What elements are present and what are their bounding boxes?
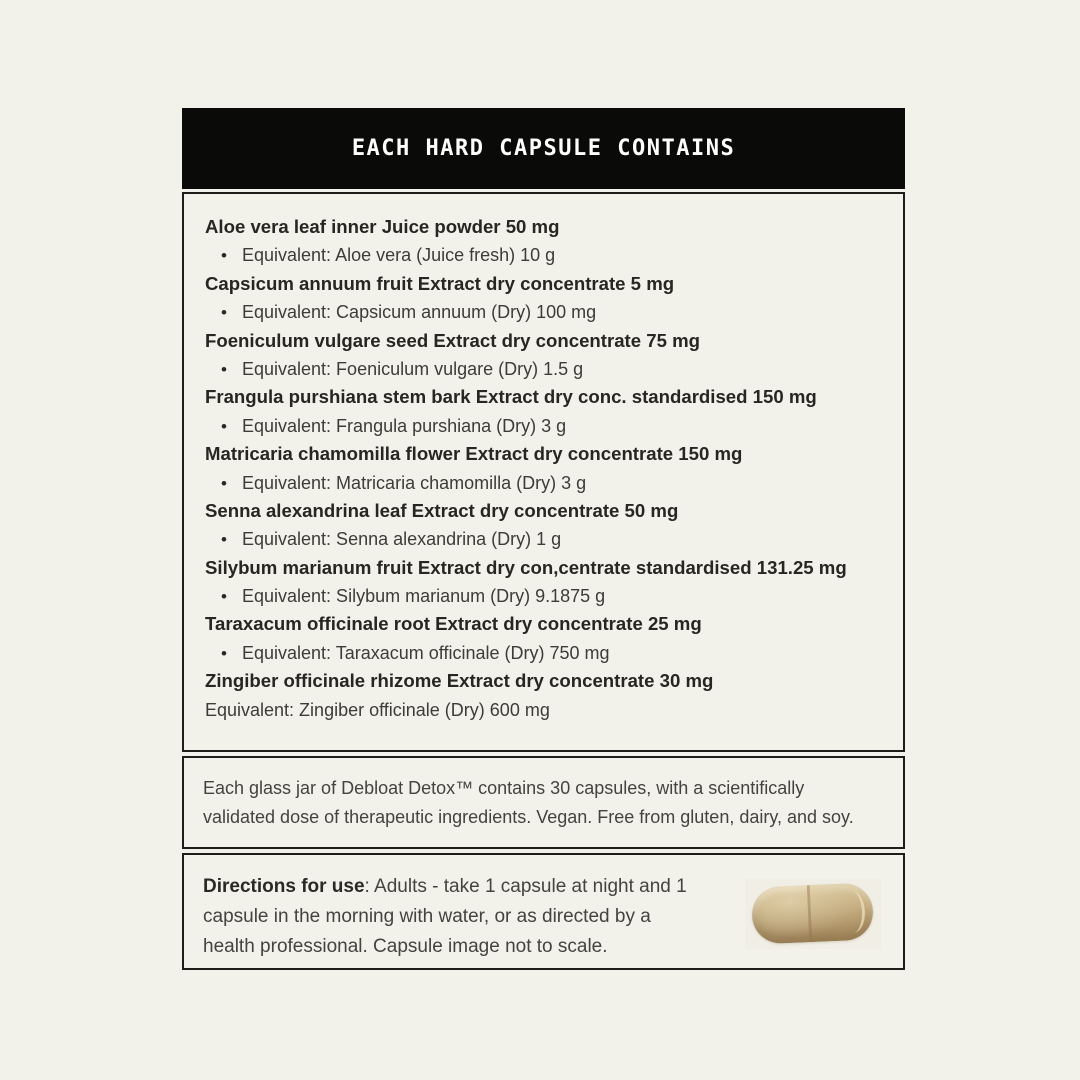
directions-label: Directions for use — [203, 876, 365, 897]
panel-title: EACH HARD CAPSULE CONTAINS — [351, 136, 736, 161]
ingredient-equivalent-text: Equivalent: Zingiber officinale (Dry) 600 mg — [205, 699, 550, 720]
ingredient-name: Taraxacum officinale root Extract dry concentrate 25 mg — [205, 613, 702, 635]
panel-header — [182, 108, 905, 189]
ingredient-item — [205, 327, 903, 384]
ingredient-equivalent-text: Equivalent: Silybum marianum (Dry) 9.1875 g — [242, 586, 606, 607]
ingredient-name: Matricaria chamomilla flower Extract dry concentrate 150 mg — [205, 443, 743, 465]
ingredient-equivalent — [221, 469, 903, 497]
ingredient-name: Capsicum annuum fruit Extract dry concentrate 5 mg — [205, 272, 675, 294]
ingredients-list — [205, 213, 903, 724]
ingredient-item — [205, 213, 903, 270]
directions-box — [182, 853, 905, 970]
bullet-icon: • — [221, 530, 227, 550]
jar-info-box — [182, 756, 905, 849]
ingredient-name: Silybum marianum fruit Extract dry con,centrate standardised 131.25 mg — [205, 556, 847, 578]
directions-line: health professional. Capsule image not to scale. — [203, 936, 608, 957]
ingredient-item — [205, 667, 903, 724]
ingredient-item — [205, 554, 903, 611]
capsule-photo — [745, 879, 881, 949]
bullet-icon: • — [221, 359, 227, 379]
bullet-icon: • — [221, 643, 227, 663]
ingredient-item — [205, 440, 903, 497]
ingredient-name: Senna alexandrina leaf Extract dry concentrate 50 mg — [205, 499, 679, 521]
ingredient-name: Aloe vera leaf inner Juice powder 50 mg — [205, 216, 560, 237]
bullet-icon: • — [221, 587, 227, 607]
ingredient-equivalent-text: Equivalent: Capsicum annuum (Dry) 100 mg — [242, 302, 597, 323]
ingredient-equivalent — [221, 241, 903, 269]
ingredient-equivalent-text: Equivalent: Foeniculum vulgare (Dry) 1.5 g — [242, 358, 584, 379]
ingredient-equivalent-text: Equivalent: Senna alexandrina (Dry) 1 g — [242, 529, 562, 550]
ingredient-equivalent — [221, 298, 903, 326]
supplement-label-panel — [182, 108, 905, 970]
directions-text: : Adults - take 1 capsule at night and 1 — [364, 876, 687, 897]
ingredient-item — [205, 497, 903, 554]
jar-info-line: validated dose of therapeutic ingredients. Vegan. Free from gluten, dairy, and soy. — [203, 806, 854, 827]
ingredient-item — [205, 383, 903, 440]
bullet-icon: • — [221, 473, 227, 493]
directions-line: capsule in the morning with water, or as directed by a — [203, 906, 651, 927]
ingredients-box — [182, 192, 905, 752]
bullet-icon: • — [221, 416, 227, 436]
ingredient-equivalent — [221, 582, 903, 610]
ingredient-item — [205, 270, 903, 327]
ingredient-equivalent-text: Equivalent: Frangula purshiana (Dry) 3 g — [242, 415, 567, 436]
ingredient-equivalent-text: Equivalent: Taraxacum officinale (Dry) 750 mg — [242, 642, 610, 663]
bullet-icon: • — [221, 303, 227, 323]
ingredient-item — [205, 610, 903, 667]
ingredient-equivalent-text: Equivalent: Aloe vera (Juice fresh) 10 g — [242, 245, 556, 266]
ingredient-name: Foeniculum vulgare seed Extract dry concentrate 75 mg — [205, 329, 700, 351]
jar-info-line: Each glass jar of Debloat Detox™ contains 30 capsules, with a scientifically — [203, 778, 805, 798]
ingredient-equivalent — [221, 412, 903, 440]
ingredient-equivalent-text: Equivalent: Matricaria chamomilla (Dry) 3 g — [242, 472, 587, 493]
ingredient-name: Frangula purshiana stem bark Extract dry conc. standardised 150 mg — [205, 386, 817, 408]
ingredient-equivalent — [221, 525, 903, 553]
ingredient-name: Zingiber officinale rhizome Extract dry concentrate 30 mg — [205, 670, 714, 692]
ingredient-equivalent — [205, 696, 903, 724]
bullet-icon: • — [221, 246, 227, 266]
ingredient-equivalent — [221, 355, 903, 383]
ingredient-equivalent — [221, 639, 903, 667]
capsule-image-icon — [751, 882, 874, 944]
